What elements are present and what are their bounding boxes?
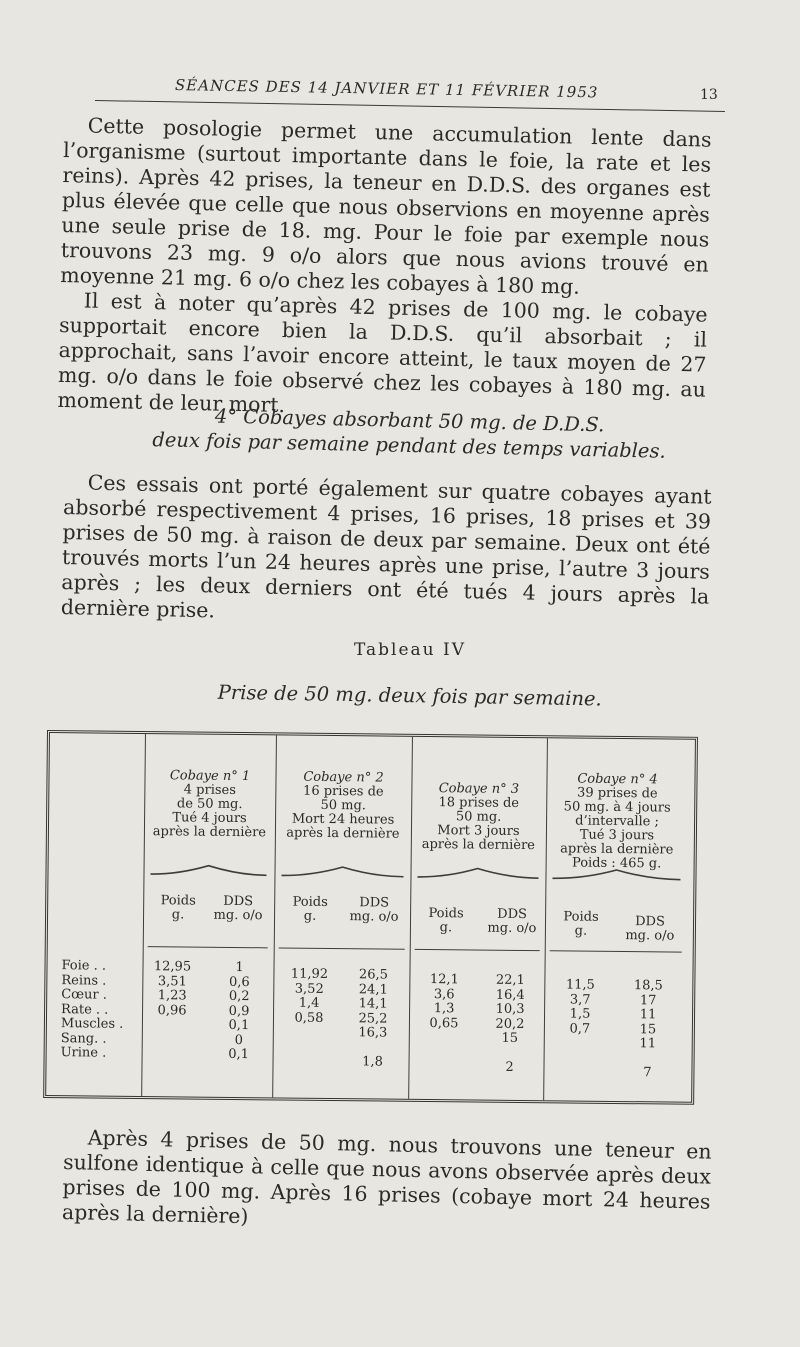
column-line: 50 mg.: [320, 797, 367, 814]
cell: 7: [643, 1065, 652, 1081]
column-line: 16 prises de: [303, 783, 384, 800]
subheader-text: DDS: [635, 914, 665, 930]
cell: 22,1: [495, 972, 525, 989]
cell: 1: [235, 959, 244, 976]
column-line: après la dernière: [421, 836, 535, 854]
organ-label: Reins .: [61, 972, 107, 989]
subheader-rule: [148, 946, 268, 948]
cell: 1,8: [362, 1054, 383, 1070]
cell: 12,95: [153, 959, 192, 975]
cell: 1,3: [433, 1001, 455, 1017]
column-header-4: [546, 772, 689, 871]
subheader-text: Poids: [160, 893, 196, 909]
column-header-2: [275, 770, 412, 841]
column-line: 18 prises de: [438, 795, 520, 811]
cell: 1,5: [569, 1006, 591, 1022]
dds-column-2: [344, 968, 401, 1070]
subheader-text: Poids: [563, 909, 599, 925]
subheader-poids: [280, 895, 340, 924]
table-label: Tableau IV: [353, 640, 466, 660]
cell: 0,2: [228, 988, 250, 1005]
cell: 2: [505, 1059, 514, 1075]
column-line: Poids : 465 g.: [571, 855, 662, 872]
subheader-text: g.: [303, 908, 317, 924]
cell: 12,1: [429, 972, 459, 988]
organ-label: Foie . .: [61, 958, 107, 974]
cell: 3,52: [294, 981, 324, 997]
cell: 10,3: [495, 1001, 525, 1018]
poids-column-2: [281, 967, 338, 1026]
cell: 0,1: [228, 1017, 250, 1034]
subheader-dds: [482, 908, 542, 937]
brace-icon: [550, 866, 682, 881]
organ-label: Rate . .: [60, 1001, 109, 1018]
organ-label: Urine .: [60, 1045, 107, 1061]
column-line: après la dernière: [286, 825, 400, 842]
subheader-dds: [208, 895, 268, 924]
dds-column-4: [620, 979, 675, 1081]
subheader-text: Poids: [428, 906, 464, 922]
dds-column-3: [482, 974, 537, 1076]
cell: 0,58: [294, 1010, 324, 1026]
column-title: Cobaye n° 1: [169, 768, 251, 785]
subheader-poids: [551, 910, 611, 939]
organ-labels: [61, 959, 124, 1061]
table-caption: Prise de 50 mg. deux fois par semaine.: [217, 680, 602, 711]
paragraph-block-2: [61, 470, 712, 635]
cell: 3,51: [157, 973, 187, 989]
section-title-line-2: deux fois par semaine pendant des temps variables.: [152, 428, 666, 463]
cell: 15: [639, 1021, 657, 1037]
cell: 18,5: [633, 978, 663, 994]
subheader-text: Poids: [292, 894, 328, 910]
paragraph: Cette posologie permet une accumulation lente dans l’organisme (surtout importante dans le foie, la rate et les reins). Après 42 prises, la teneur en D.D.S. des organes est plus élevée que celle que nous observions en moyenne après une seule prise de 18. mg. Pour le foie par exemple nous trouvons 23 mg. 9 o/o alors que nous avions trouvé en moyenne 21 mg. 6 o/o chez les cobayes à 180 mg.: [60, 113, 712, 299]
subheader-rule: [550, 950, 682, 952]
cell: 3,6: [433, 986, 455, 1002]
page-number: 13: [700, 87, 718, 103]
organ-label: Cœur .: [61, 987, 107, 1003]
subheader-rule: [279, 947, 405, 949]
cell: 0,6: [228, 974, 250, 990]
subheader-rule: [415, 949, 540, 951]
cell: 14,1: [358, 996, 388, 1012]
subheader-text: mg. o/o: [349, 909, 399, 925]
poids-column-1: [147, 960, 198, 1019]
organ-label: Muscles .: [60, 1016, 124, 1032]
cell: 11: [639, 1007, 657, 1023]
brace-icon: [148, 862, 268, 877]
cell: 11,92: [290, 966, 329, 982]
column-line: après la dernière: [152, 824, 267, 841]
column-line: 50 mg.: [455, 809, 502, 825]
column-line: après la dernière: [560, 841, 674, 858]
running-head: SÉANCES DES 14 JANVIER ET 11 FÉVRIER 1953: [174, 76, 599, 102]
header-rule: [95, 100, 725, 112]
brace-icon: [415, 865, 540, 880]
subheader-text: DDS: [359, 895, 390, 911]
cell: 0: [234, 1032, 243, 1048]
poids-column-4: [553, 978, 608, 1037]
cell: 15: [501, 1030, 519, 1046]
column-line: Tué 3 jours: [579, 827, 655, 844]
cell: 16,4: [495, 987, 525, 1003]
paragraph: Après 4 prises de 50 mg. nous trouvons une teneur en sulfone identique à celle que nous avons observée après deux prises de 100 mg. Après 16 prises (cobaye mort 24 heures après la dernière): [61, 1125, 712, 1229]
cell: 0,1: [228, 1046, 250, 1063]
cell: 16,3: [358, 1025, 388, 1041]
cell: 3,7: [569, 991, 591, 1008]
column-title: Cobaye n° 3: [438, 781, 520, 797]
cell: 26,5: [358, 967, 388, 983]
column-line: Tué 4 jours: [172, 810, 247, 827]
cell: 20,2: [495, 1016, 525, 1032]
cell: 0,65: [429, 1015, 459, 1031]
subheader-dds: [344, 896, 404, 925]
column-title: Cobaye n° 2: [303, 769, 384, 786]
subheader-text: mg. o/o: [625, 928, 675, 944]
cell: 11,5: [565, 977, 595, 993]
cell: 1,4: [298, 995, 320, 1011]
subheader-poids: [148, 894, 208, 923]
column-line: 4 prises: [183, 782, 237, 798]
paragraph: Ces essais ont porté également sur quatre cobayes ayant absorbé respectivement 4 prises, 16 prises, 18 prises et 39 prises de 50 mg. à raison de deux par semaine. Deux ont été trouvés morts l’un 24 heures après une prise, l’autre 3 jours après ; les deux derniers ont été tués 4 jours après la dernière prise.: [60, 470, 712, 623]
subheader-dds: [620, 915, 680, 944]
poids-column-3: [417, 973, 472, 1032]
cell: 0,9: [228, 1003, 250, 1019]
subheader-text: g.: [574, 923, 588, 939]
dds-column-1: [209, 961, 270, 1063]
column-line: Mort 24 heures: [291, 811, 395, 828]
subheader-text: DDS: [223, 893, 254, 910]
subheader-poids: [416, 907, 476, 936]
section-title-line-1: 4° Cobayes absorbant 50 mg. de D.D.S.: [214, 404, 605, 437]
column-line: d’intervalle ;: [575, 813, 660, 830]
paragraph-block-1: [57, 113, 712, 428]
cell: 11: [639, 1036, 657, 1052]
column-header-3: [411, 782, 547, 853]
data-table: [43, 730, 698, 1105]
paragraph: Il est à noter qu’après 42 prises de 100 mg. le cobaye supportait encore bien la D.D.S. qu’il absorbait ; il approchait, sans l’avoir encore atteint, le taux moyen de 27 mg. o/o dans le foie observé chez les cobayes à 180 mg. au moment de leur mort.: [57, 288, 708, 418]
column-line: Mort 3 jours: [437, 823, 520, 839]
column-line: de 50 mg.: [176, 796, 243, 813]
subheader-text: mg. o/o: [487, 920, 537, 937]
cell: 25,2: [358, 1010, 388, 1027]
column-line: 39 prises de: [577, 785, 658, 802]
paragraph-block-3: [62, 1125, 712, 1240]
column-title: Cobaye n° 4: [577, 771, 658, 788]
column-header-1: [144, 769, 276, 840]
page-header: [95, 62, 735, 102]
cell: 1,23: [157, 988, 187, 1004]
brace-icon: [279, 863, 405, 878]
cell: 0,96: [157, 1002, 187, 1018]
cell: 0,7: [569, 1020, 591, 1037]
organ-label: Sang. .: [60, 1030, 107, 1047]
subheader-text: g.: [439, 920, 453, 936]
cell: 24,1: [358, 981, 388, 998]
cell: 17: [639, 992, 657, 1008]
subheader-text: mg. o/o: [213, 907, 263, 924]
subheader-text: g.: [171, 907, 185, 923]
subheader-text: DDS: [497, 906, 528, 923]
column-line: 50 mg. à 4 jours: [563, 799, 671, 816]
